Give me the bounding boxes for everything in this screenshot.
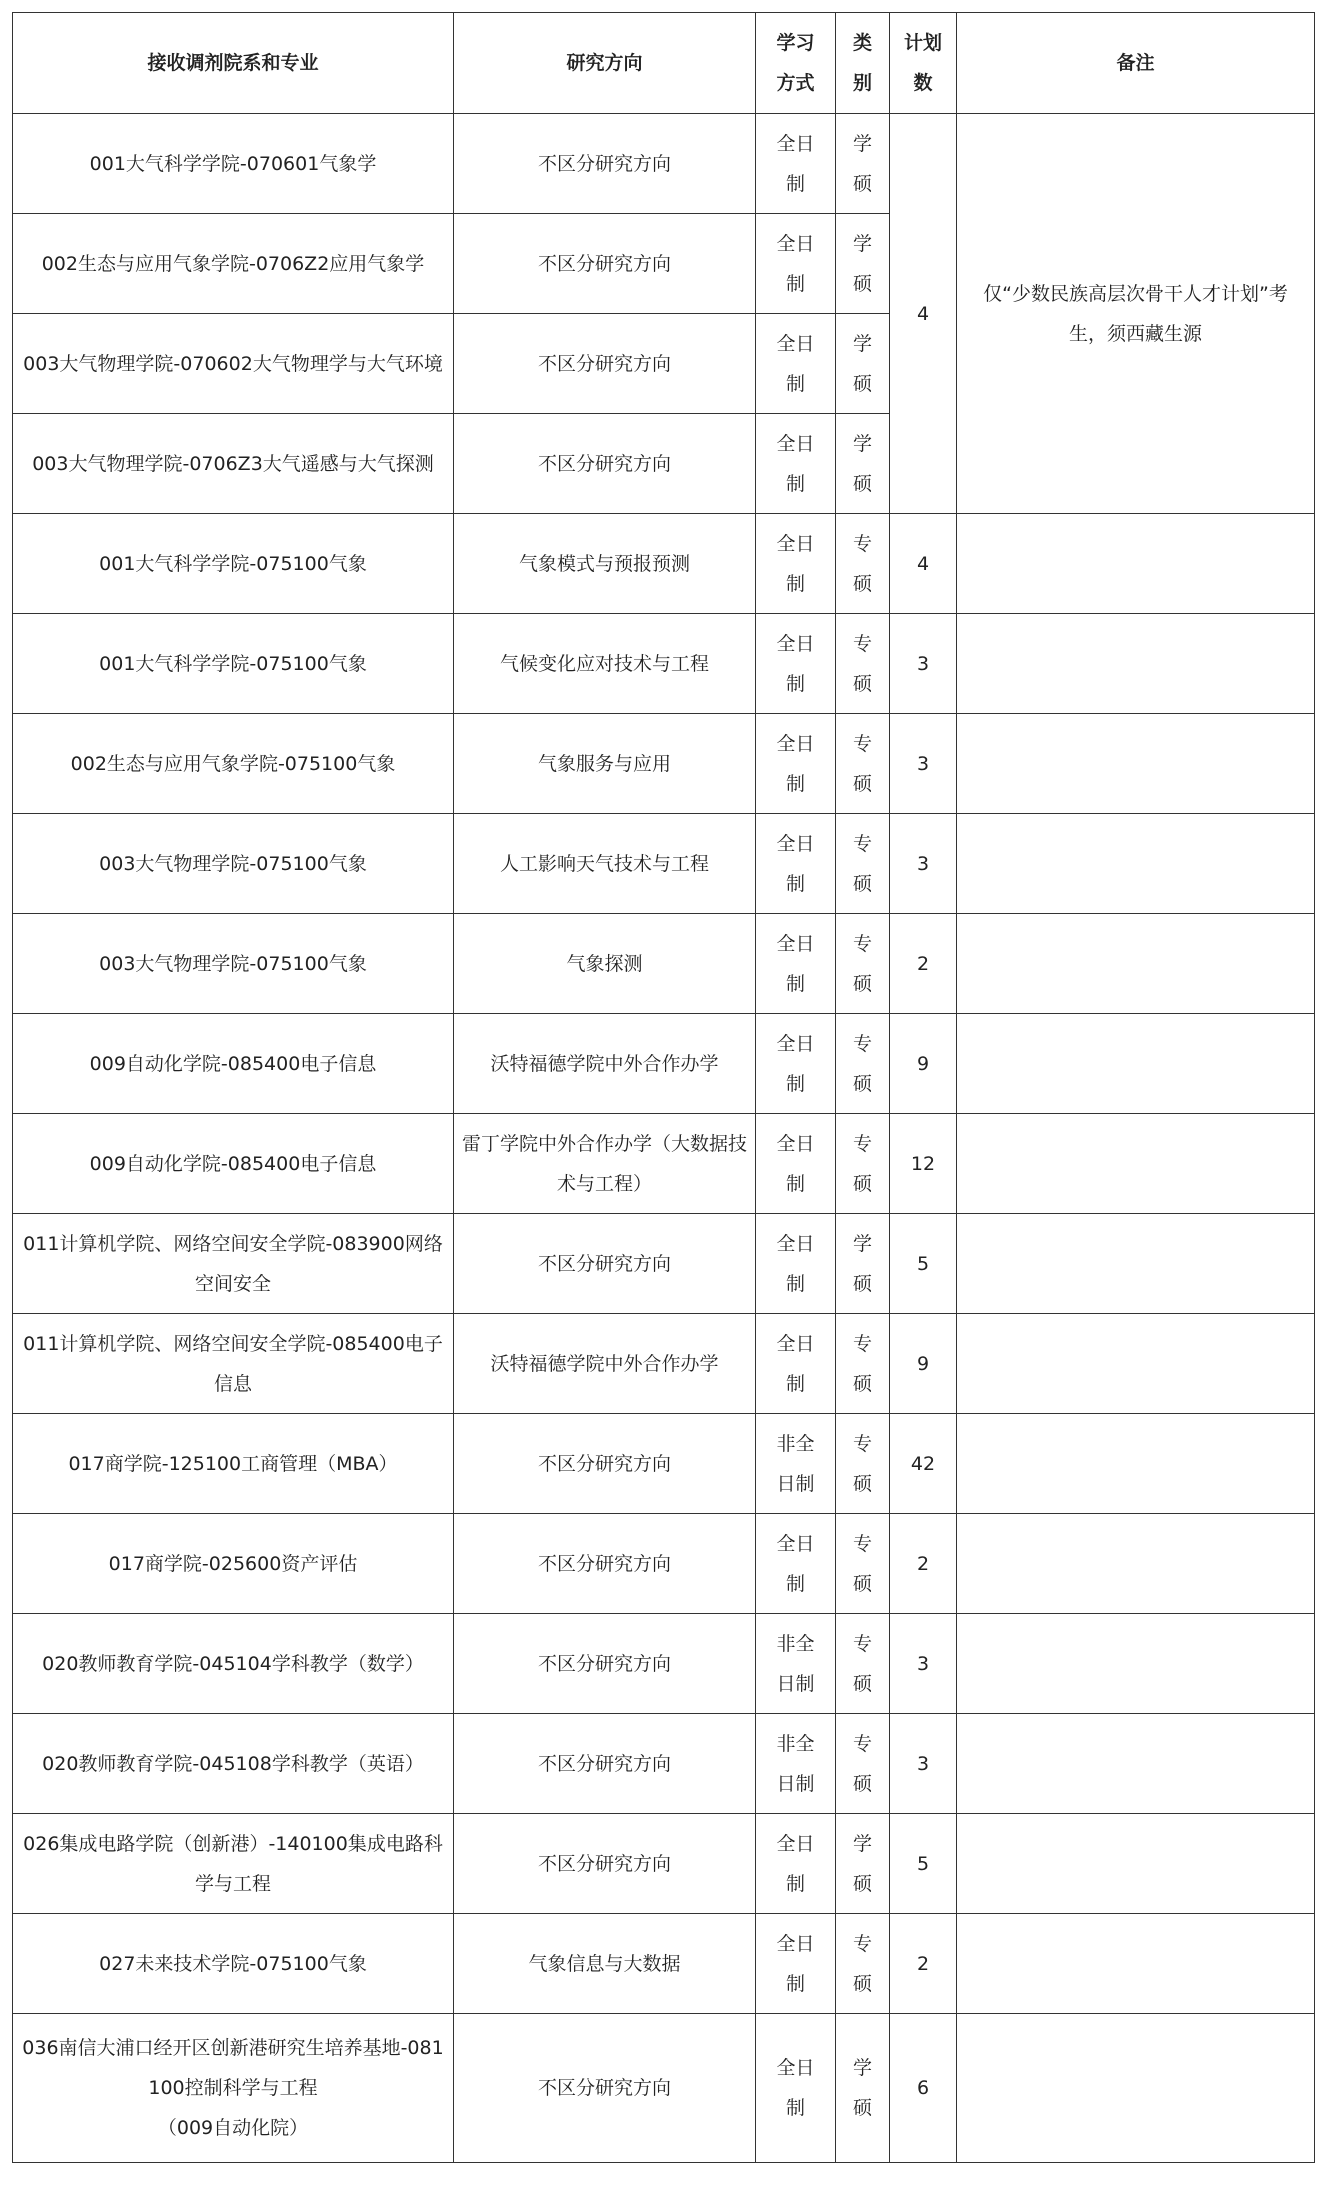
table-row bbox=[13, 114, 1315, 214]
remark-cell bbox=[957, 1814, 1315, 1914]
mode-cell: 全日制 bbox=[756, 914, 836, 1014]
table-row bbox=[13, 514, 1315, 614]
header-row bbox=[13, 13, 1315, 114]
type-cell: 学硕 bbox=[836, 1214, 890, 1314]
mode-cell: 全日制 bbox=[756, 814, 836, 914]
mode-cell: 全日制 bbox=[756, 1114, 836, 1214]
type-cell: 专硕 bbox=[836, 714, 890, 814]
mode-cell: 全日制 bbox=[756, 1214, 836, 1314]
table-row bbox=[13, 2014, 1315, 2163]
type-cell: 专硕 bbox=[836, 914, 890, 1014]
table-row bbox=[13, 1014, 1315, 1114]
table-row bbox=[13, 1914, 1315, 2014]
mode-cell: 全日制 bbox=[756, 314, 836, 414]
type-cell: 专硕 bbox=[836, 1514, 890, 1614]
plan-cell: 2 bbox=[890, 1514, 957, 1614]
dept-cell: 017商学院-025600资产评估 bbox=[13, 1514, 454, 1614]
direction-cell: 不区分研究方向 bbox=[454, 1614, 756, 1714]
remark-cell bbox=[957, 2014, 1315, 2163]
type-cell: 专硕 bbox=[836, 614, 890, 714]
mode-cell: 全日制 bbox=[756, 1314, 836, 1414]
direction-cell: 不区分研究方向 bbox=[454, 1814, 756, 1914]
plan-cell: 6 bbox=[890, 2014, 957, 2163]
header-dept: 接收调剂院系和专业 bbox=[13, 13, 454, 114]
direction-cell: 气象服务与应用 bbox=[454, 714, 756, 814]
plan-cell: 2 bbox=[890, 1914, 957, 2014]
dept-cell bbox=[13, 2014, 454, 2163]
dept-cell: 011计算机学院、网络空间安全学院-085400电子信息 bbox=[13, 1314, 454, 1414]
plan-cell-merged: 4 bbox=[890, 114, 957, 514]
type-cell: 专硕 bbox=[836, 1614, 890, 1714]
dept-cell: 020教师教育学院-045104学科教学（数学） bbox=[13, 1614, 454, 1714]
dept-cell: 003大气物理学院-070602大气物理学与大气环境 bbox=[13, 314, 454, 414]
dept-cell: 020教师教育学院-045108学科教学（英语） bbox=[13, 1714, 454, 1814]
remark-cell bbox=[957, 614, 1315, 714]
header-direction: 研究方向 bbox=[454, 13, 756, 114]
table-row bbox=[13, 1514, 1315, 1614]
mode-cell: 全日制 bbox=[756, 1014, 836, 1114]
remark-cell bbox=[957, 1314, 1315, 1414]
dept-cell: 001大气科学学院-075100气象 bbox=[13, 614, 454, 714]
plan-cell: 9 bbox=[890, 1314, 957, 1414]
remark-text: 仅“少数民族高层次骨干人才计划”考生，须西藏生源 bbox=[983, 283, 1288, 345]
mode-cell: 非全日制 bbox=[756, 1414, 836, 1514]
remark-cell-merged bbox=[957, 114, 1315, 514]
mode-cell: 全日制 bbox=[756, 414, 836, 514]
adjustment-table bbox=[12, 12, 1315, 2163]
mode-cell: 全日制 bbox=[756, 114, 836, 214]
plan-cell: 3 bbox=[890, 1614, 957, 1714]
direction-cell: 不区分研究方向 bbox=[454, 2014, 756, 2163]
mode-cell: 全日制 bbox=[756, 2014, 836, 2163]
plan-cell: 12 bbox=[890, 1114, 957, 1214]
dept-cell: 003大气物理学院-075100气象 bbox=[13, 914, 454, 1014]
direction-cell: 不区分研究方向 bbox=[454, 1214, 756, 1314]
table-row bbox=[13, 1114, 1315, 1214]
mode-cell: 全日制 bbox=[756, 1514, 836, 1614]
direction-cell: 不区分研究方向 bbox=[454, 314, 756, 414]
dept-line-note: （009自动化院） bbox=[157, 2117, 309, 2139]
remark-cell bbox=[957, 1014, 1315, 1114]
dept-cell: 003大气物理学院-0706Z3大气遥感与大气探测 bbox=[13, 414, 454, 514]
mode-cell: 全日制 bbox=[756, 614, 836, 714]
mode-cell: 非全日制 bbox=[756, 1614, 836, 1714]
dept-cell: 001大气科学学院-075100气象 bbox=[13, 514, 454, 614]
direction-cell: 气象探测 bbox=[454, 914, 756, 1014]
dept-cell: 009自动化学院-085400电子信息 bbox=[13, 1114, 454, 1214]
type-cell: 学硕 bbox=[836, 314, 890, 414]
type-cell: 学硕 bbox=[836, 1814, 890, 1914]
mode-cell: 非全日制 bbox=[756, 1714, 836, 1814]
remark-cell bbox=[957, 1114, 1315, 1214]
plan-cell: 5 bbox=[890, 1814, 957, 1914]
direction-cell: 不区分研究方向 bbox=[454, 414, 756, 514]
table-row bbox=[13, 1814, 1315, 1914]
remark-cell bbox=[957, 514, 1315, 614]
table-row bbox=[13, 1614, 1315, 1714]
remark-cell bbox=[957, 814, 1315, 914]
table-row bbox=[13, 614, 1315, 714]
direction-cell: 不区分研究方向 bbox=[454, 114, 756, 214]
mode-cell: 全日制 bbox=[756, 714, 836, 814]
mode-cell: 全日制 bbox=[756, 1814, 836, 1914]
dept-cell: 001大气科学学院-070601气象学 bbox=[13, 114, 454, 214]
direction-cell: 气候变化应对技术与工程 bbox=[454, 614, 756, 714]
table-row bbox=[13, 1414, 1315, 1514]
dept-cell: 009自动化学院-085400电子信息 bbox=[13, 1014, 454, 1114]
direction-cell: 沃特福德学院中外合作办学 bbox=[454, 1314, 756, 1414]
type-cell: 学硕 bbox=[836, 2014, 890, 2163]
dept-cell: 003大气物理学院-075100气象 bbox=[13, 814, 454, 914]
type-cell: 学硕 bbox=[836, 214, 890, 314]
direction-cell: 不区分研究方向 bbox=[454, 1514, 756, 1614]
mode-cell: 全日制 bbox=[756, 1914, 836, 2014]
plan-cell: 2 bbox=[890, 914, 957, 1014]
remark-cell bbox=[957, 1414, 1315, 1514]
dept-cell: 027未来技术学院-075100气象 bbox=[13, 1914, 454, 2014]
table-row bbox=[13, 1714, 1315, 1814]
table-row bbox=[13, 814, 1315, 914]
dept-cell: 011计算机学院、网络空间安全学院-083900网络空间安全 bbox=[13, 1214, 454, 1314]
plan-cell: 3 bbox=[890, 614, 957, 714]
type-cell: 专硕 bbox=[836, 1314, 890, 1414]
type-cell: 学硕 bbox=[836, 414, 890, 514]
dept-cell: 002生态与应用气象学院-075100气象 bbox=[13, 714, 454, 814]
type-cell: 专硕 bbox=[836, 514, 890, 614]
remark-cell bbox=[957, 1714, 1315, 1814]
table-row bbox=[13, 1314, 1315, 1414]
type-cell: 专硕 bbox=[836, 814, 890, 914]
plan-cell: 5 bbox=[890, 1214, 957, 1314]
remark-cell bbox=[957, 1514, 1315, 1614]
plan-cell: 42 bbox=[890, 1414, 957, 1514]
direction-cell: 沃特福德学院中外合作办学 bbox=[454, 1014, 756, 1114]
plan-cell: 4 bbox=[890, 514, 957, 614]
plan-cell: 3 bbox=[890, 714, 957, 814]
header-remark: 备注 bbox=[957, 13, 1315, 114]
header-plan: 计划数 bbox=[890, 13, 957, 114]
type-cell: 专硕 bbox=[836, 1414, 890, 1514]
table-row bbox=[13, 914, 1315, 1014]
dept-cell: 017商学院-125100工商管理（MBA） bbox=[13, 1414, 454, 1514]
header-mode: 学习方式 bbox=[756, 13, 836, 114]
plan-cell: 3 bbox=[890, 814, 957, 914]
type-cell: 专硕 bbox=[836, 1714, 890, 1814]
plan-cell: 3 bbox=[890, 1714, 957, 1814]
plan-cell: 9 bbox=[890, 1014, 957, 1114]
direction-cell: 不区分研究方向 bbox=[454, 214, 756, 314]
direction-cell: 不区分研究方向 bbox=[454, 1414, 756, 1514]
mode-cell: 全日制 bbox=[756, 514, 836, 614]
dept-cell: 026集成电路学院（创新港）-140100集成电路科学与工程 bbox=[13, 1814, 454, 1914]
table-row bbox=[13, 714, 1315, 814]
direction-cell: 不区分研究方向 bbox=[454, 1714, 756, 1814]
dept-cell: 002生态与应用气象学院-0706Z2应用气象学 bbox=[13, 214, 454, 314]
direction-cell: 气象模式与预报预测 bbox=[454, 514, 756, 614]
table-row bbox=[13, 1214, 1315, 1314]
remark-cell bbox=[957, 914, 1315, 1014]
direction-cell: 气象信息与大数据 bbox=[454, 1914, 756, 2014]
direction-cell: 雷丁学院中外合作办学（大数据技术与工程） bbox=[454, 1114, 756, 1214]
direction-cell: 人工影响天气技术与工程 bbox=[454, 814, 756, 914]
remark-cell bbox=[957, 1614, 1315, 1714]
table-wrapper bbox=[12, 12, 1315, 2163]
type-cell: 专硕 bbox=[836, 1914, 890, 2014]
remark-cell bbox=[957, 1914, 1315, 2014]
type-cell: 学硕 bbox=[836, 114, 890, 214]
type-cell: 专硕 bbox=[836, 1114, 890, 1214]
type-cell: 专硕 bbox=[836, 1014, 890, 1114]
header-type: 类别 bbox=[836, 13, 890, 114]
remark-cell bbox=[957, 714, 1315, 814]
dept-line-main: 036南信大浦口经开区创新港研究生培养基地-081100控制科学与工程 bbox=[22, 2037, 444, 2099]
mode-cell: 全日制 bbox=[756, 214, 836, 314]
remark-cell bbox=[957, 1214, 1315, 1314]
